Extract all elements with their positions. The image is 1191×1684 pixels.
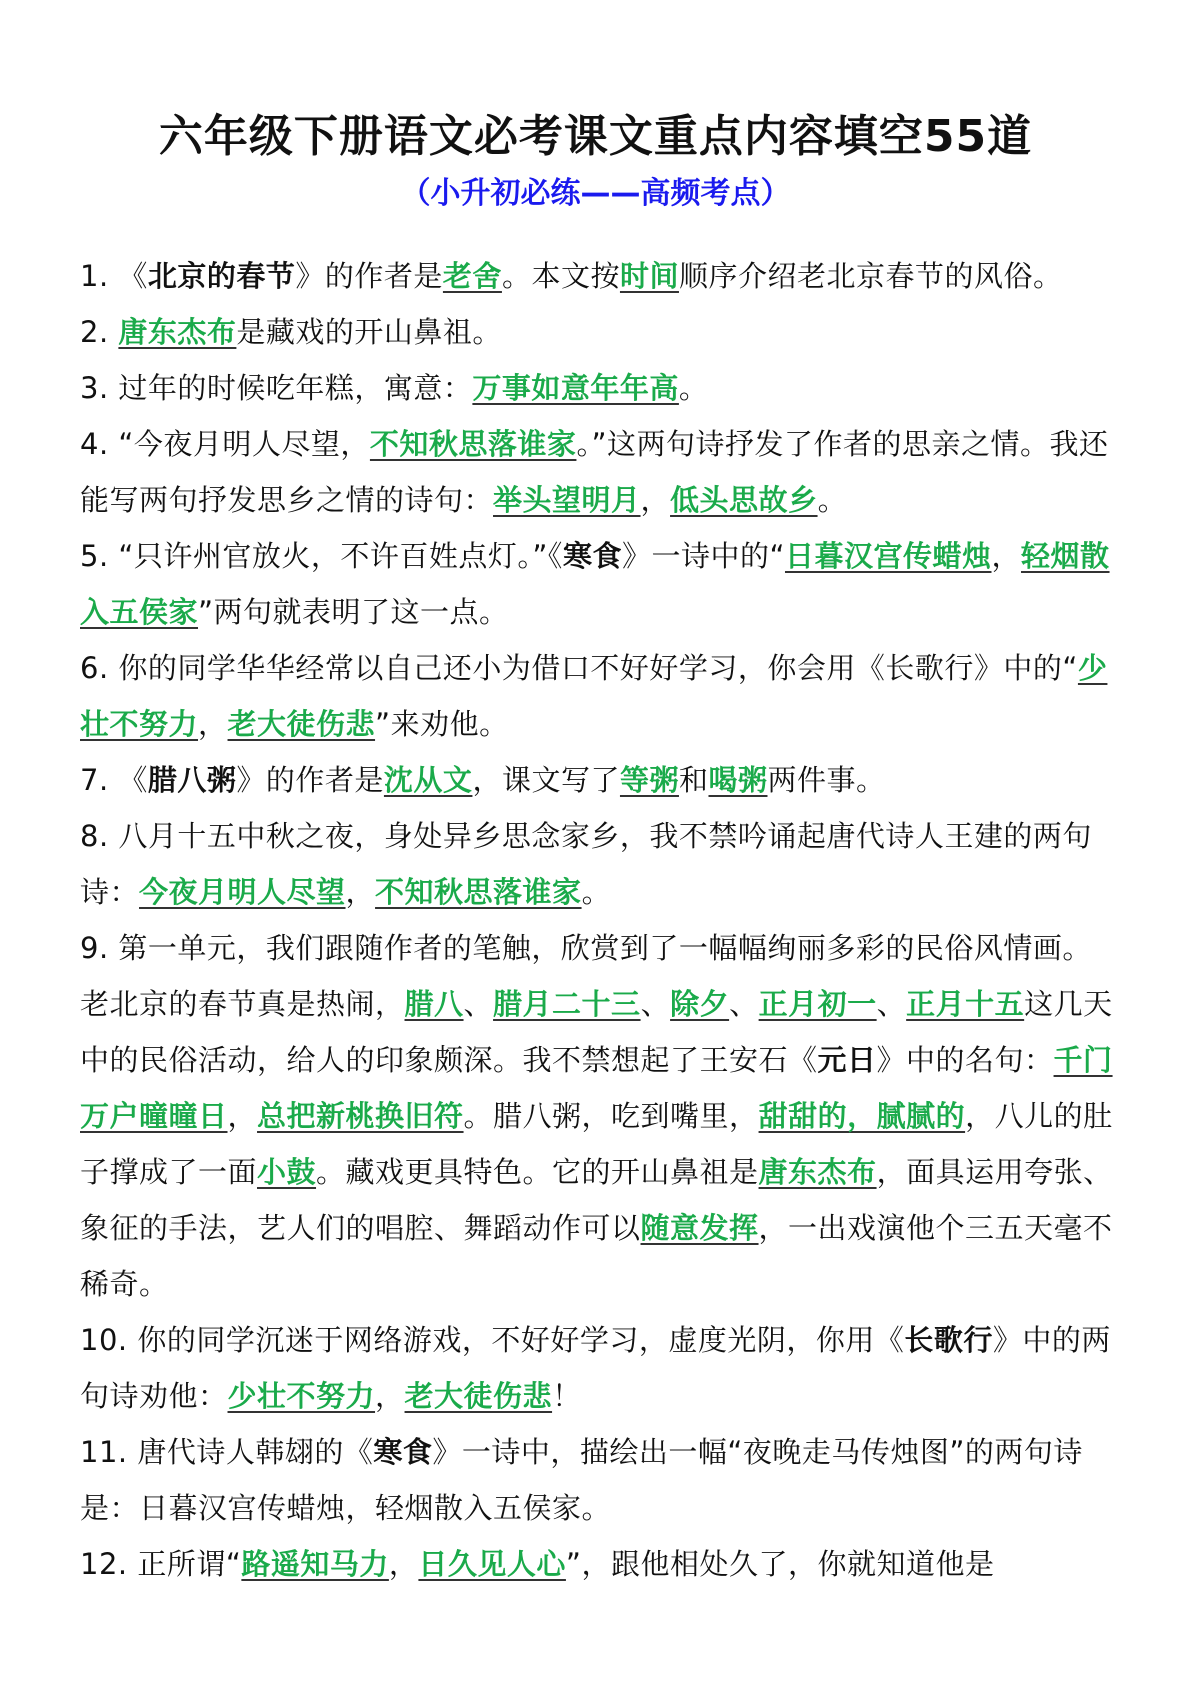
question-text: 2.: [80, 315, 119, 349]
question-text: 顺序介绍老北京春节的风俗。: [678, 259, 1063, 293]
question-item: [80, 360, 1120, 416]
answer-text: 日久见人心: [418, 1547, 566, 1581]
text-title: 寒食: [373, 1435, 433, 1469]
question-text: ，: [198, 707, 228, 741]
answer-text: 低头思故乡: [670, 483, 818, 517]
answer-text: 少壮不努力: [227, 1379, 376, 1413]
answer-text: 不知秋思落谁家: [375, 875, 582, 909]
question-item: [80, 1424, 1120, 1536]
question-text: ，一出戏演他个三五天毫不稀奇。: [80, 1211, 1113, 1301]
question-text: ”来劝他。: [375, 707, 509, 741]
question-text: 1. 《: [80, 259, 148, 293]
question-text: ”，跟他相处久了，你就知道他是: [565, 1547, 995, 1581]
question-text: 、: [640, 987, 671, 1021]
answer-text: 路遥知马力: [241, 1547, 389, 1581]
question-text: 6. 你的同学华华经常以自己还小为借口不好好学习，你会用《长歌行》中的“: [80, 651, 1078, 685]
question-text: 。: [678, 371, 709, 405]
answer-text: 沈从文: [383, 763, 473, 797]
question-text: 和: [678, 763, 709, 797]
answer-text: 老舍: [442, 259, 502, 293]
question-text: ，: [227, 1099, 258, 1133]
page-subtitle: （小升初必练——高频考点）: [400, 176, 791, 211]
answer-text: 总把新桃换旧符: [257, 1099, 464, 1133]
question-text: 、: [876, 987, 907, 1021]
question-text: ，: [375, 1379, 405, 1413]
question-text: 7. 《: [80, 763, 148, 797]
question-text: 8. 八月十五中秋之夜，身处异乡思念家乡，我不禁吟诵起唐代诗人王建的两句诗：: [80, 819, 1092, 909]
page-title: 六年级下册语文必考课文重点内容填空55道: [158, 111, 1033, 162]
answer-text: 甜甜的，腻腻的: [758, 1099, 966, 1133]
question-text: 。: [817, 483, 848, 517]
answer-text: 老大徒伤悲: [404, 1379, 553, 1413]
question-item: [80, 640, 1120, 752]
answer-text: 随意发挥: [640, 1211, 759, 1245]
question-text: 》中的两句诗劝他：: [80, 1323, 1111, 1413]
question-text: 》的作者是: [295, 259, 443, 293]
answer-text: 小鼓: [257, 1155, 317, 1189]
question-text: ，: [640, 483, 671, 517]
text-title: 元日: [817, 1043, 877, 1077]
answer-text: 等粥: [619, 763, 679, 797]
question-text: 12. 正所谓“: [80, 1547, 242, 1581]
question-text: 。: [581, 875, 612, 909]
question-item: [80, 416, 1120, 528]
question-text: ！: [552, 1379, 582, 1413]
answer-text: 正月初一: [758, 987, 877, 1021]
question-item: [80, 1536, 1120, 1592]
answer-text: 少壮不努力: [80, 651, 1108, 741]
answer-text: 喝粥: [708, 763, 768, 797]
question-text: 》一诗中的“: [621, 539, 785, 573]
text-title: 北京的春节: [147, 259, 296, 293]
question-text: 两件事。: [767, 763, 886, 797]
question-text: 》一诗中，描绘出一幅“夜晚走马传烛图”的两句诗是：日暮汉宫传蜡烛，轻烟散入五侯家。: [80, 1435, 1083, 1525]
question-text: 这几天中的民俗活动，给人的印象颇深。我不禁想起了王安石《: [80, 987, 1113, 1077]
question-text: 》的作者是: [236, 763, 384, 797]
question-item: [80, 304, 1120, 360]
answer-text: 今夜月明人尽望: [139, 875, 346, 909]
question-text: 。本文按: [501, 259, 620, 293]
answer-text: 举头望明月: [493, 483, 641, 517]
question-text: ，八儿的肚子撑成了一面: [80, 1099, 1113, 1189]
answer-text: 时间: [619, 259, 679, 293]
question-text: 。腊八粥，吃到嘴里，: [463, 1099, 759, 1133]
answer-text: 千门万户曈曈日: [80, 1043, 1113, 1133]
question-text: ，课文写了: [472, 763, 620, 797]
question-item: [80, 920, 1120, 1312]
question-text: 10. 你的同学沉迷于网络游戏，不好好学习，虚度光阴，你用《: [80, 1323, 905, 1357]
answer-text: 腊八: [404, 987, 464, 1021]
question-text: 。藏戏更具特色。它的开山鼻祖是: [316, 1155, 759, 1189]
question-text: ，: [991, 539, 1022, 573]
answer-text: 除夕: [670, 987, 730, 1021]
answer-text: 腊月二十三: [493, 987, 641, 1021]
question-text: 4. “今夜月明人尽望，: [80, 427, 370, 461]
answer-text: 不知秋思落谁家: [369, 427, 577, 461]
question-item: [80, 752, 1120, 808]
text-title: 长歌行: [904, 1323, 993, 1357]
question-item: [80, 528, 1120, 640]
question-text: ”两句就表明了这一点。: [198, 595, 509, 629]
text-title: 寒食: [562, 539, 622, 573]
question-item: [80, 808, 1120, 920]
answer-text: 唐东杰布: [758, 1155, 877, 1189]
text-title: 腊八粥: [147, 763, 237, 797]
answer-text: 轻烟散入五侯家: [80, 539, 1110, 629]
question-text: 9. 第一单元，我们跟随作者的笔触，欣赏到了一幅幅绚丽多彩的民俗风情画。老北京的春节真是热闹，: [80, 931, 1092, 1021]
answer-text: 老大徒伤悲: [227, 707, 376, 741]
question-text: 11. 唐代诗人韩翃的《: [80, 1435, 374, 1469]
question-text: 、: [463, 987, 494, 1021]
question-text: 5. “只许州官放火，不许百姓点灯。”《: [80, 539, 563, 573]
question-item: [80, 248, 1120, 304]
answer-text: 唐东杰布: [118, 315, 237, 349]
question-text: ，: [388, 1547, 419, 1581]
question-list: [80, 248, 1120, 1592]
question-text: ，: [345, 875, 376, 909]
question-text: 是藏戏的开山鼻祖。: [236, 315, 502, 349]
question-text: 、: [729, 987, 759, 1021]
question-text: 》中的名句：: [876, 1043, 1054, 1077]
answer-text: 日暮汉宫传蜡烛: [784, 539, 992, 573]
question-text: 3. 过年的时候吃年糕，寓意：: [80, 371, 473, 405]
question-text: 。”这两句诗抒发了作者的思亲之情。我还能写两句抒发思乡之情的诗句：: [80, 427, 1109, 517]
question-item: [80, 1312, 1120, 1424]
answer-text: 万事如意年年高: [472, 371, 679, 405]
question-text: ，面具运用夸张、象征的手法，艺人们的唱腔、舞蹈动作可以: [80, 1155, 1113, 1245]
answer-text: 正月十五: [906, 987, 1025, 1021]
